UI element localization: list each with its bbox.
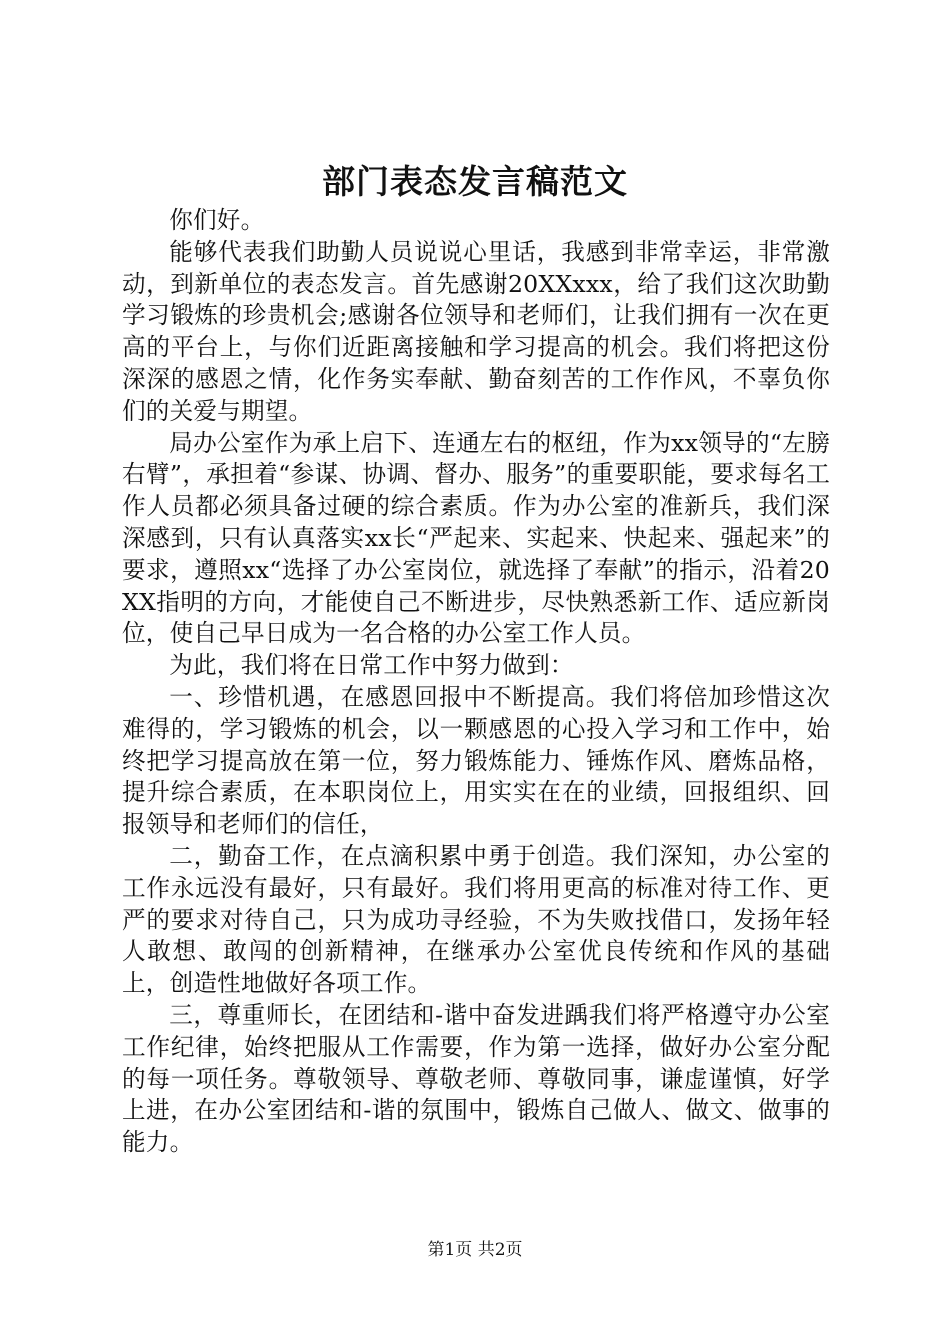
document-body bbox=[122, 205, 830, 1159]
page-footer: 第1页 共2页 bbox=[427, 1240, 523, 1260]
paragraph-point-two: 二，勤奋工作，在点滴积累中勇于创造。我们深知，办公室的工作永远没有最好，只有最好。我们将用更高的标准对待工作、更严的要求对待自己，只为成功寻经验，不为失败找借口，发扬年轻人敢想、敢闯的创新精神，在继承办公室优良传统和作风的基础上，创造性地做好各项工作。 bbox=[122, 841, 830, 998]
paragraph-point-three: 三，尊重师长，在团结和-谐中奋发进踽我们将严格遵守办公室工作纪律，始终把服从工作需要，作为第一选择，做好办公室分配的每一项任务。尊敬领导、尊敬老师、尊敬同事，谦虚谨慎，好学上进，在办公室团结和-谐的氛围中，锻炼自己做人、做文、做事的能力。 bbox=[122, 1000, 830, 1157]
document-title: 部门表态发言稿范文 bbox=[322, 162, 628, 201]
paragraph-commitment-intro: 为此，我们将在日常工作中努力做到： bbox=[169, 651, 574, 680]
paragraph-point-one: 一、珍惜机遇，在感恩回报中不断提高。我们将倍加珍惜这次难得的，学习锻炼的机会，以一颗感恩的心投入学习和工作中，始终把学习提高放在第一位，努力锻炼能力、锤炼作风、磨炼品格，提升综合素质，在本职岗位上，用实实在在的业绩，回报组织、回报领导和老师们的信任， bbox=[122, 682, 830, 839]
paragraph-thanks: 能够代表我们助勤人员说说心里话，我感到非常幸运，非常激动，到新单位的表态发言。首先感谢20XXxxx，给了我们这次助勤学习锻炼的珍贵机会;感谢各位领导和老师们，让我们拥有一次在更高的平台上，与你们近距离接触和学习提高的机会。我们将把这份深深的感恩之情，化作务实奉献、勤奋刻苦的工作作风，不辜负你们的关爱与期望。 bbox=[122, 237, 830, 425]
paragraph-greeting: 你们好。 bbox=[169, 206, 265, 234]
paragraph-office-role: 局办公室作为承上启下、连通左右的枢纽，作为xx领导的“左膀右臂”，承担着“参谋、协调、督办、服务”的重要职能，要求每名工作人员都必须具备过硬的综合素质。作为办公室的准新兵，我们深深感到，只有认真落实xx长“严起来、实起来、快起来、强起来”的要求，遵照xx“选择了办公室岗位，就选择了奉献”的指示，沿着20XX指明的方向，才能使自己不断进步，尽快熟悉新工作、适应新岗位，使自己早日成为一名合格的办公室工作人员。 bbox=[122, 428, 830, 648]
